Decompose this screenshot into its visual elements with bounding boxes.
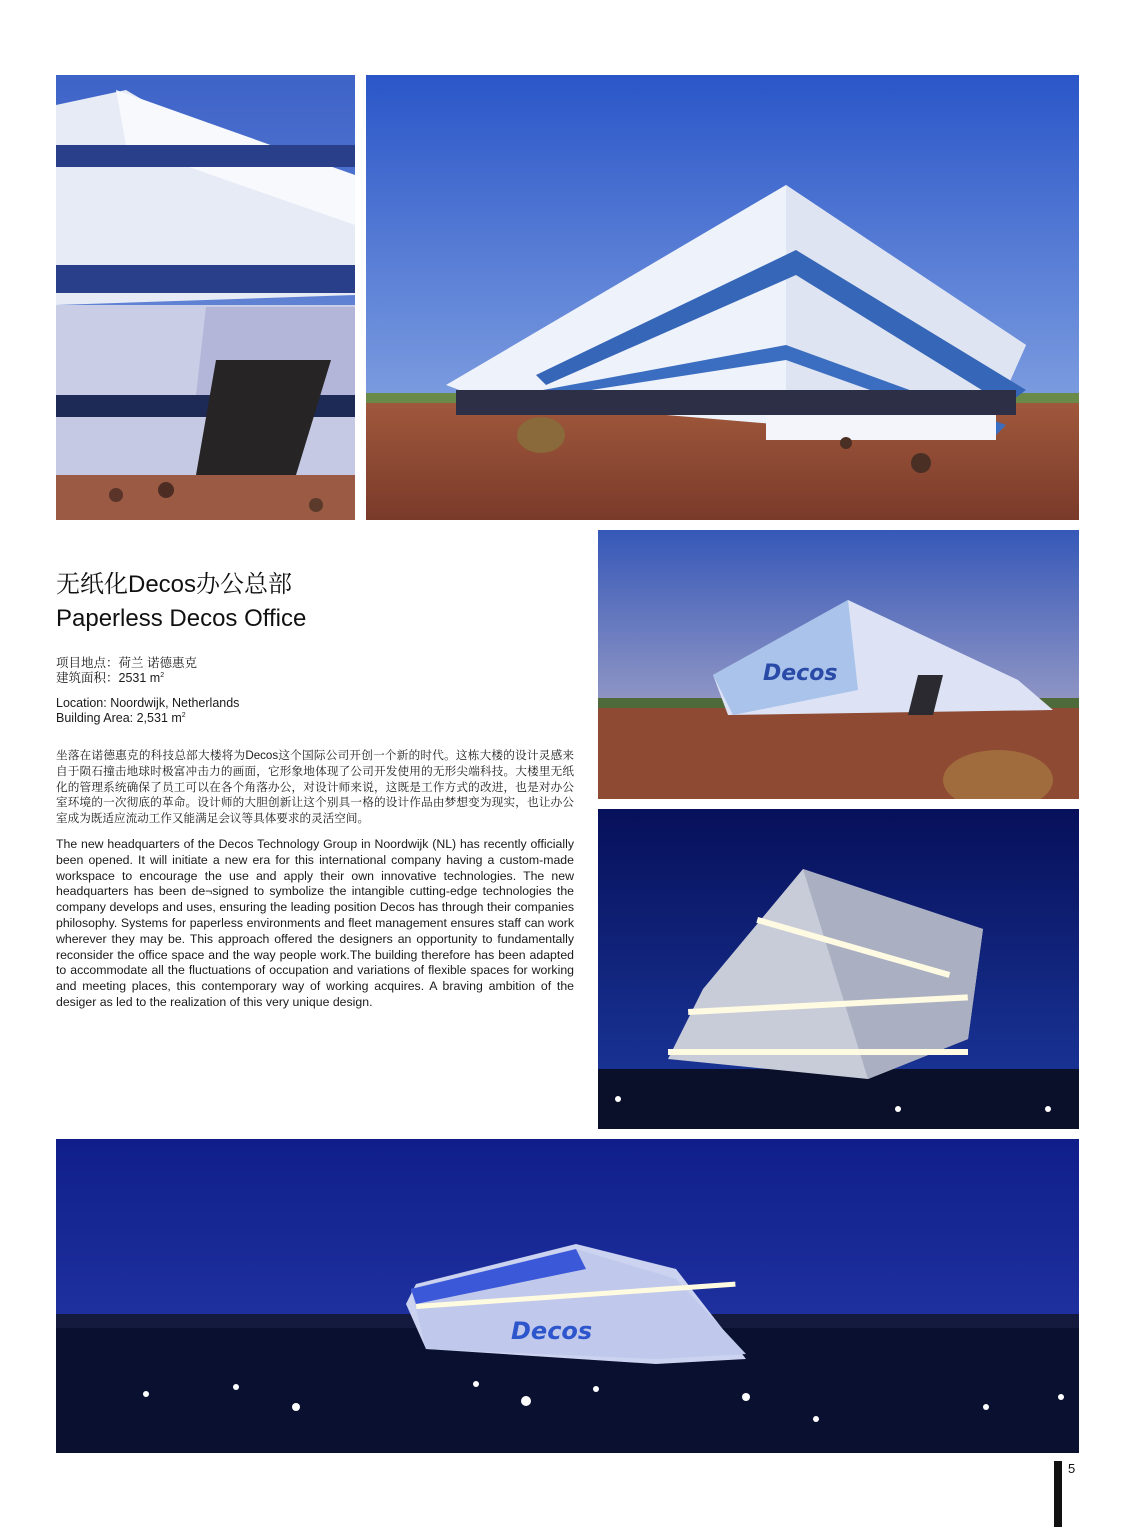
photo-building-dusk xyxy=(598,530,1079,799)
article-text xyxy=(56,570,574,1011)
photo-building-night xyxy=(598,809,1079,1129)
area-en: Building Area: 2,531 $m^2$ xyxy=(56,711,186,725)
body-english: The new headquarters of the Decos Technology Group in Noordwijk (NL) has recently officially been opened. It will initiate a new era for this international company having a custom-made workspace to encourage the use and apply their own innovative technologies. The new headquarters has been de¬signed to symbolize the intangible cutting-edge technologies the company develops and uses, ensuring the leading position Decos has through their companies philosophy. Systems for paperless environments and fleet management ensures staff can work wherever they may be. This approach offered the designers an opportunity to fundamentally reconsider the office space and the way people work.The building therefore has been adapted to accommodate all the fluctuations of occupation and variations of flexible spaces for working and meeting places, this contemporary way of working acquires. A braving ambition of the desiger as led to the realization of this very unique design. xyxy=(56,836,574,1009)
photo-building-daylight xyxy=(366,75,1079,520)
page-marker-bar xyxy=(1054,1461,1062,1527)
meta-chinese xyxy=(56,656,574,686)
title-english: Paperless Decos Office xyxy=(56,605,307,632)
photo-panorama-night xyxy=(56,1139,1079,1453)
body-chinese: 坐落在诺德惠克的科技总部大楼将为Decos这个国际公司开创一个新的时代。这栋大楼的设计灵感来自于陨石撞击地球时极富冲击力的画面，它形象地体现了公司开发使用的无形尖端科技。大楼里无纸化的管理系统确保了员工可以在各个角落办公，对设计师来说，这既是工作方式的改进，也是对办公室环境的一次彻底的革命。设计师的大胆创新让这个别具一格的设计作品由梦想变为现实，也让办公室成为既适应流动工作又能满足会议等具体要求的灵活空间。 xyxy=(56,749,574,826)
page-number: 5 xyxy=(1068,1461,1076,1476)
area-cn: 建筑面积：2531 $m^2$ xyxy=(56,671,165,685)
photo-facade-closeup xyxy=(56,75,355,520)
decos-sign-night: Decos xyxy=(511,1317,593,1345)
title-chinese: 无纸化Decos办公总部 xyxy=(56,571,293,598)
decos-sign-dusk: Decos xyxy=(763,661,838,686)
location-en: Location: Noordwijk, Netherlands xyxy=(56,696,240,710)
meta-english xyxy=(56,696,574,726)
location-cn: 项目地点：荷兰 诺德惠克 xyxy=(56,656,197,670)
